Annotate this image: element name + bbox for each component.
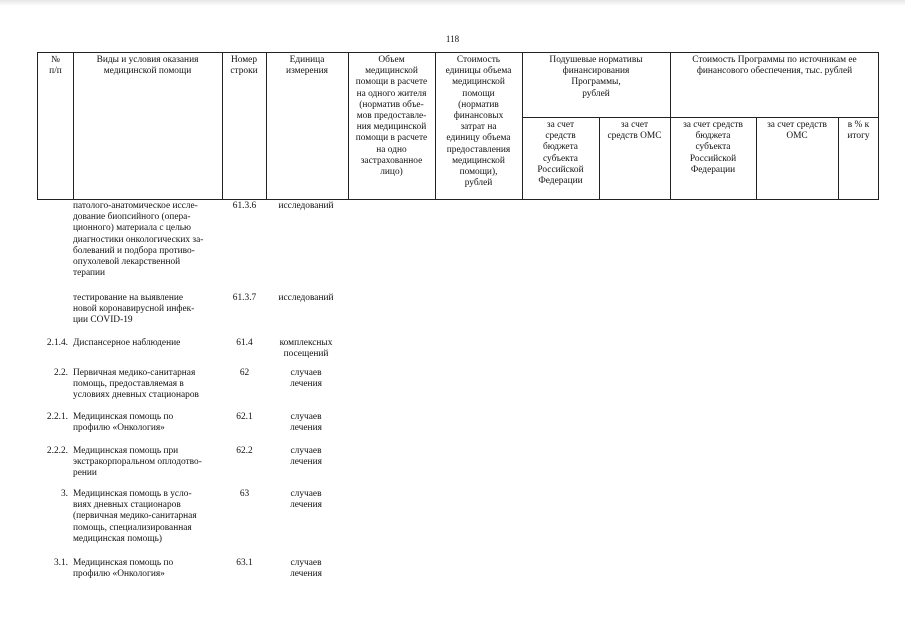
row-number: 2.2.2. bbox=[46, 446, 68, 456]
row-name: Диспансерное наблюдение bbox=[73, 338, 181, 348]
header-sub-oms-percapita: за счет средств ОМС bbox=[607, 120, 662, 142]
row-line: 62.2 bbox=[236, 446, 253, 456]
row-unit: случаев лечения bbox=[290, 446, 322, 468]
row-unit: комплексных посещений bbox=[279, 338, 333, 360]
header-col-cost: Стоимость единицы объема медицинской помощи (норматив финансовых затрат на единицу объема предоставления медицинской помощи), рублей bbox=[445, 55, 512, 189]
row-name: Медицинская помощь при экстракорпоральном оплодотво- рении bbox=[73, 446, 202, 479]
row-unit: исследований bbox=[278, 201, 334, 211]
row-unit: случаев лечения bbox=[290, 489, 322, 511]
table-header bbox=[37, 52, 879, 200]
row-number: 2.2. bbox=[53, 368, 68, 378]
header-group-percapita: Подушевые нормативы финансирования Программы, рублей bbox=[549, 55, 643, 99]
header-sub-budget-program: за счет средств бюджета субъекта Российской Федерации bbox=[683, 120, 743, 175]
row-name: Первичная медико-санитарная помощь, предоставляемая в условиях дневных стационаров bbox=[73, 368, 199, 401]
row-unit: случаев лечения bbox=[290, 368, 322, 390]
row-line: 63 bbox=[239, 489, 250, 499]
page-number: 118 bbox=[445, 34, 460, 44]
row-line: 62 bbox=[239, 368, 250, 378]
row-line: 61.3.7 bbox=[232, 293, 257, 303]
row-line: 63.1 bbox=[236, 558, 253, 568]
header-col-type: Виды и условия оказания медицинской помощи bbox=[96, 55, 199, 77]
header-sub-percent: в % к итогу bbox=[847, 120, 870, 142]
row-line: 62.1 bbox=[236, 412, 253, 422]
row-unit: исследований bbox=[278, 293, 334, 303]
row-unit: случаев лечения bbox=[290, 412, 322, 434]
row-number: 2.1.4. bbox=[46, 338, 68, 348]
header-sub-oms-program: за счет средств ОМС bbox=[767, 120, 827, 142]
header-col-number: № п/п bbox=[49, 55, 62, 77]
header-divider bbox=[522, 117, 879, 118]
header-sub-budget-percapita: за счет средств бюджета субъекта Российской Федерации bbox=[537, 120, 584, 187]
row-line: 61.4 bbox=[236, 338, 253, 348]
row-line: 61.3.6 bbox=[232, 201, 257, 211]
row-name: Медицинская помощь по профилю «Онкология» bbox=[73, 412, 174, 434]
row-name: патолого-анатомическое иссле- дование биопсийного (опера- ционного) материала с целью диагностики онкологических за- болеваний и подбора противо- опухолевой лекарственной терапии bbox=[73, 201, 204, 279]
header-col-unit: Единица измерения bbox=[286, 55, 328, 77]
row-unit: случаев лечения bbox=[290, 558, 322, 580]
row-name: тестирование на выявление новой коронавирусной инфек- ции COVID-19 bbox=[73, 293, 195, 326]
row-name: Медицинская помощь по профилю «Онкология» bbox=[73, 558, 174, 580]
row-number: 3. bbox=[60, 489, 68, 499]
row-number: 2.2.1. bbox=[46, 412, 68, 422]
header-col-volume: Объем медицинской помощи в расчете на одного жителя (норматив объе- мов предоставле- ния медицинской помощи в расчете на одно застрахованное лицо) bbox=[355, 55, 428, 178]
header-col-line: Номер строки bbox=[230, 55, 258, 77]
scan-edge bbox=[0, 0, 905, 6]
row-number: 3.1. bbox=[53, 558, 68, 568]
header-group-program-cost: Стоимость Программы по источникам ее финансового обеспечения, тыс. рублей bbox=[692, 55, 857, 77]
row-name: Медицинская помощь в усло- виях дневных стационаров (первичная медико-санитарная помощь, специализированная медицинская помощь) bbox=[73, 489, 197, 544]
